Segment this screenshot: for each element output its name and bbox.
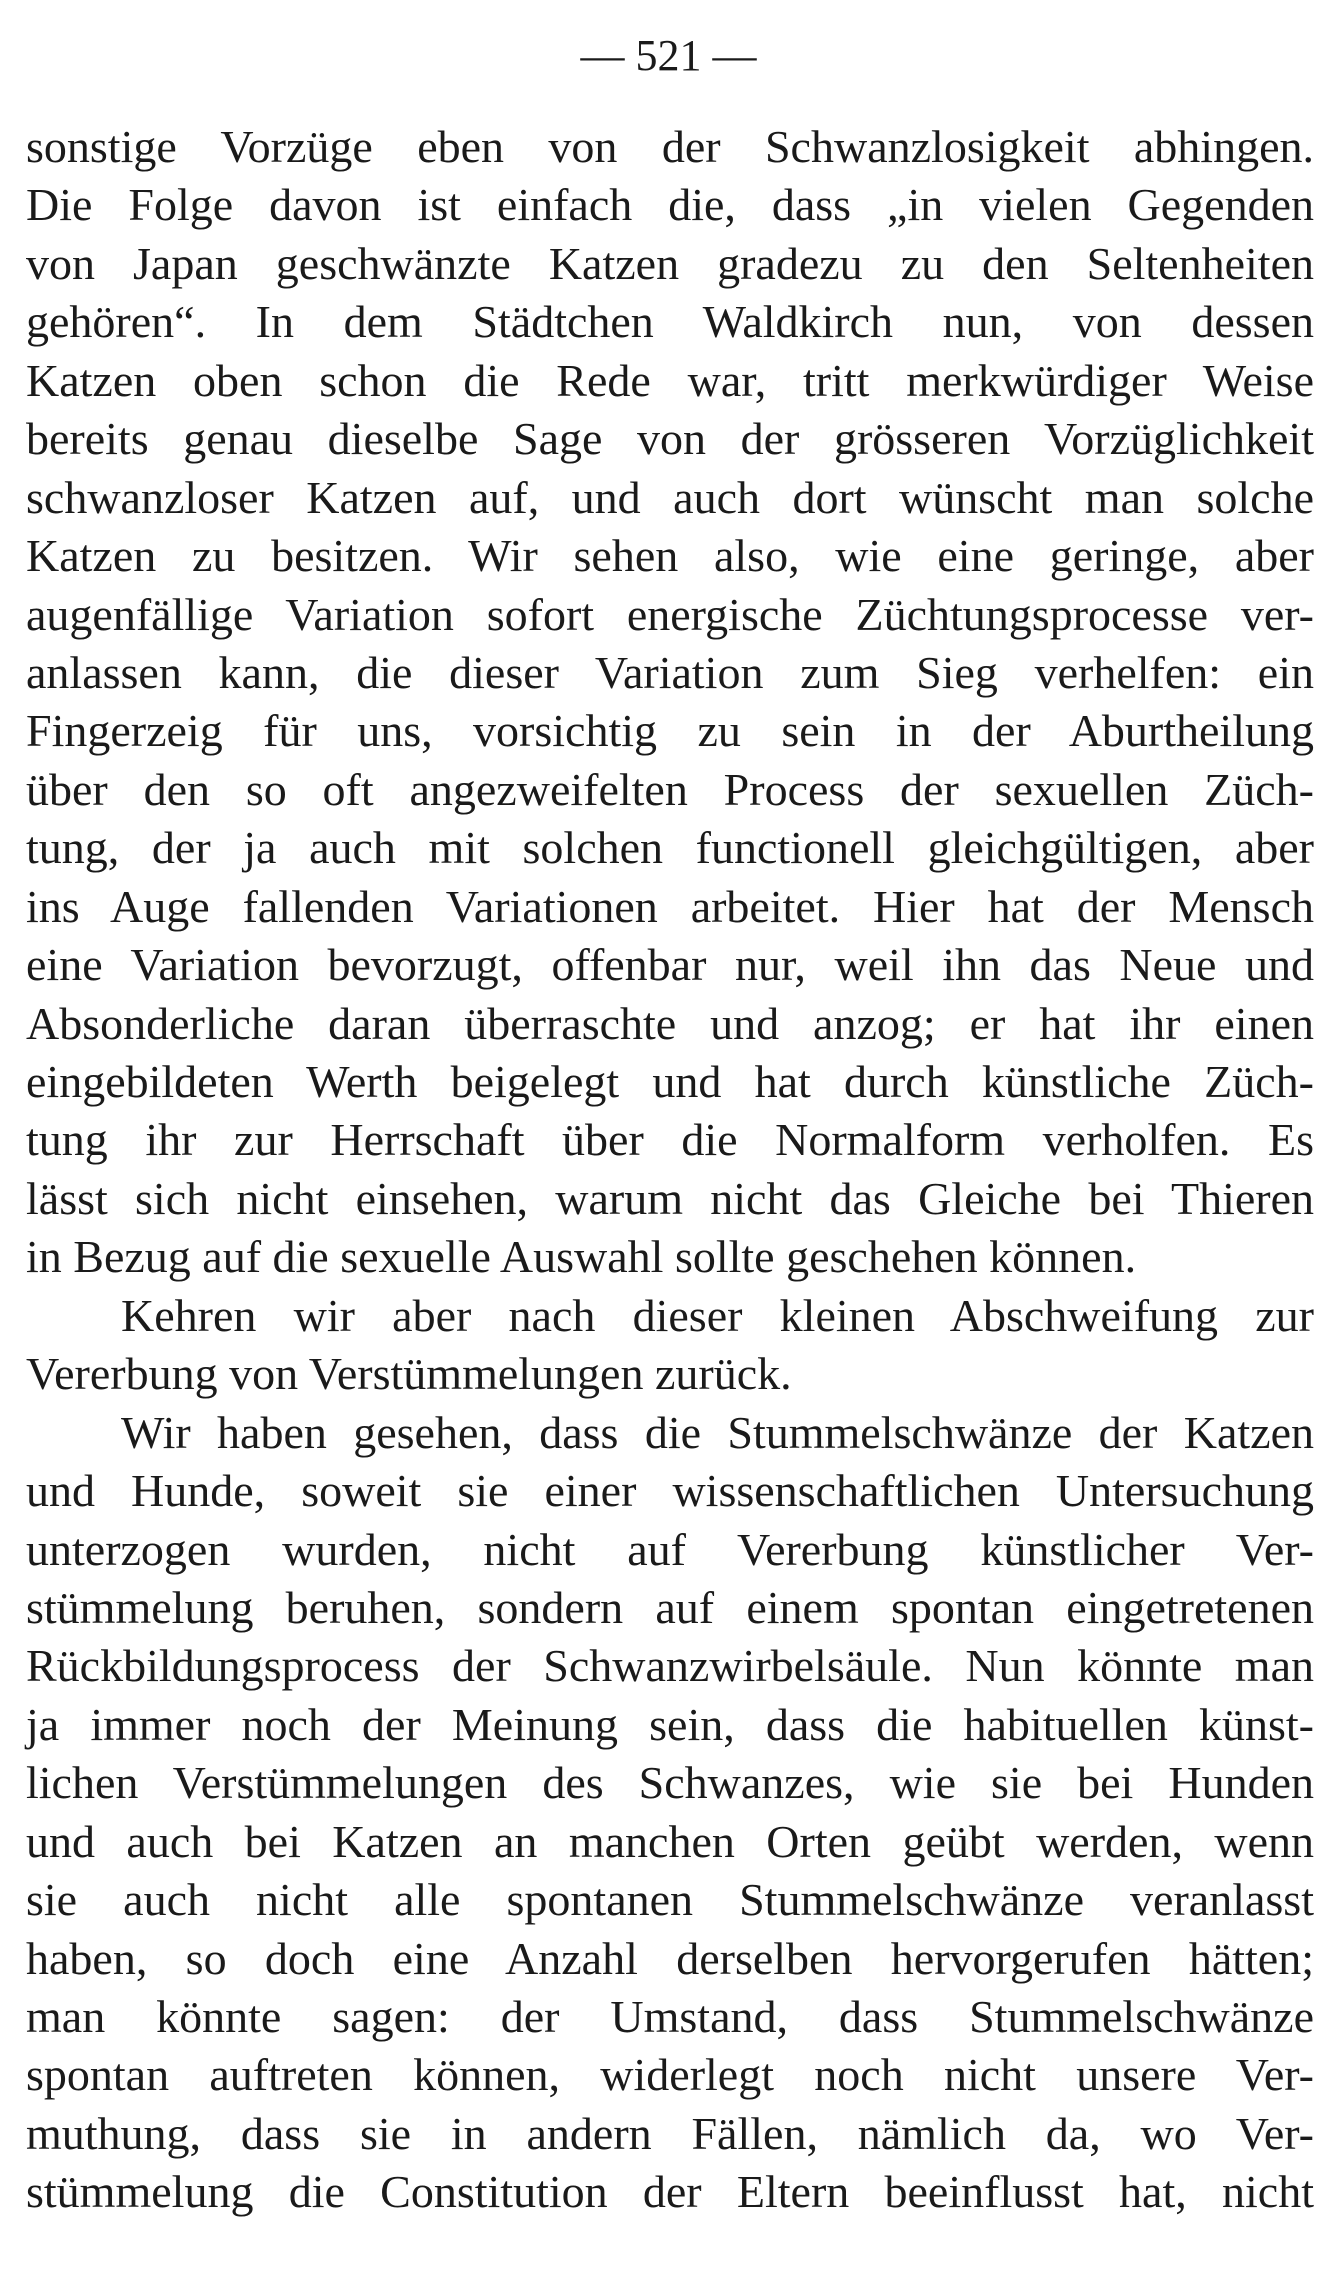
text-line: schwanzloser Katzen auf, und auch dort wünscht man solche [26,471,1314,523]
text-line: Kehren wir aber nach dieser kleinen Abschweifung zur [121,1289,1314,1341]
text-line: über den so oft angezweifelten Process der sexuellen Züch- [26,763,1314,815]
text-line: Absonderliche daran überraschte und anzog; er hat ihr einen [26,997,1314,1049]
text-line: und auch bei Katzen an manchen Orten geübt werden, wenn [26,1815,1314,1867]
text-line: spontan auftreten können, widerlegt noch nicht unsere Ver- [26,2049,1314,2101]
text-line: man könnte sagen: der Umstand, dass Stummelschwänze [26,1991,1314,2042]
text-line: bereits genau dieselbe Sage von der grösseren Vorzüglichkeit [26,413,1314,465]
text-line: Katzen zu besitzen. Wir sehen also, wie eine geringe, aber [26,530,1314,582]
text-line: tung, der ja auch mit solchen functionell gleichgültigen, aber [26,822,1314,874]
text-line: Vererbung von Verstümmelungen zurück. [26,1348,792,1400]
text-line: eine Variation bevorzugt, offenbar nur, weil ihn das Neue und [26,939,1314,991]
text-line: stümmelung beruhen, sondern auf einem spontan eingetretenen [26,1581,1314,1633]
text-line: Die Folge davon ist einfach die, dass „in vielen Gegenden [26,179,1314,231]
text-line: eingebildeten Werth beigelegt und hat durch künstliche Züch- [26,1056,1314,1107]
text-line: Fingerzeig für uns, vorsichtig zu sein in der Aburtheilung [26,705,1314,757]
text-line: Rückbildungsprocess der Schwanzwirbelsäule. Nun könnte man [26,1640,1314,1692]
text-line: stümmelung die Constitution der Eltern beeinflusst hat, nicht [26,2166,1314,2218]
text-line: Wir haben gesehen, dass die Stummelschwänze der Katzen [121,1406,1314,1458]
text-line: anlassen kann, die dieser Variation zum Sieg verhelfen: ein [26,646,1314,698]
text-line: augenfällige Variation sofort energische Züchtungsprocesse ver- [26,588,1314,640]
body-text [26,118,1314,2222]
text-line: muthung, dass sie in andern Fällen, nämlich da, wo Ver- [26,2107,1314,2159]
text-line: unterzogen wurden, nicht auf Vererbung künstlicher Ver- [26,1523,1314,1575]
page-number: — 521 — [580,31,757,80]
text-line: Katzen oben schon die Rede war, tritt merkwürdiger Weise [26,354,1314,406]
text-line: tung ihr zur Herrschaft über die Normalform verholfen. Es [26,1114,1314,1166]
text-line: ins Auge fallenden Variationen arbeitet. Hier hat der Mensch [26,880,1314,932]
text-line: sie auch nicht alle spontanen Stummelschwänze veranlasst [26,1874,1314,1926]
text-line: gehören“. In dem Städtchen Waldkirch nun, von dessen [26,296,1314,348]
text-line: lässt sich nicht einsehen, warum nicht das Gleiche bei Thieren [26,1172,1314,1224]
text-line: und Hunde, soweit sie einer wissenschaftlichen Untersuchung [26,1465,1314,1517]
text-line: lichen Verstümmelungen des Schwanzes, wie sie bei Hunden [26,1757,1314,1809]
text-line: ja immer noch der Meinung sein, dass die habituellen künst- [26,1698,1314,1750]
text-line: haben, so doch eine Anzahl derselben hervorgerufen hätten; [26,1932,1314,1984]
text-line: sonstige Vorzüge eben von der Schwanzlosigkeit abhingen. [26,121,1314,172]
text-line: von Japan geschwänzte Katzen gradezu zu den Seltenheiten [26,237,1314,289]
text-line: in Bezug auf die sexuelle Auswahl sollte geschehen können. [26,1231,1137,1283]
